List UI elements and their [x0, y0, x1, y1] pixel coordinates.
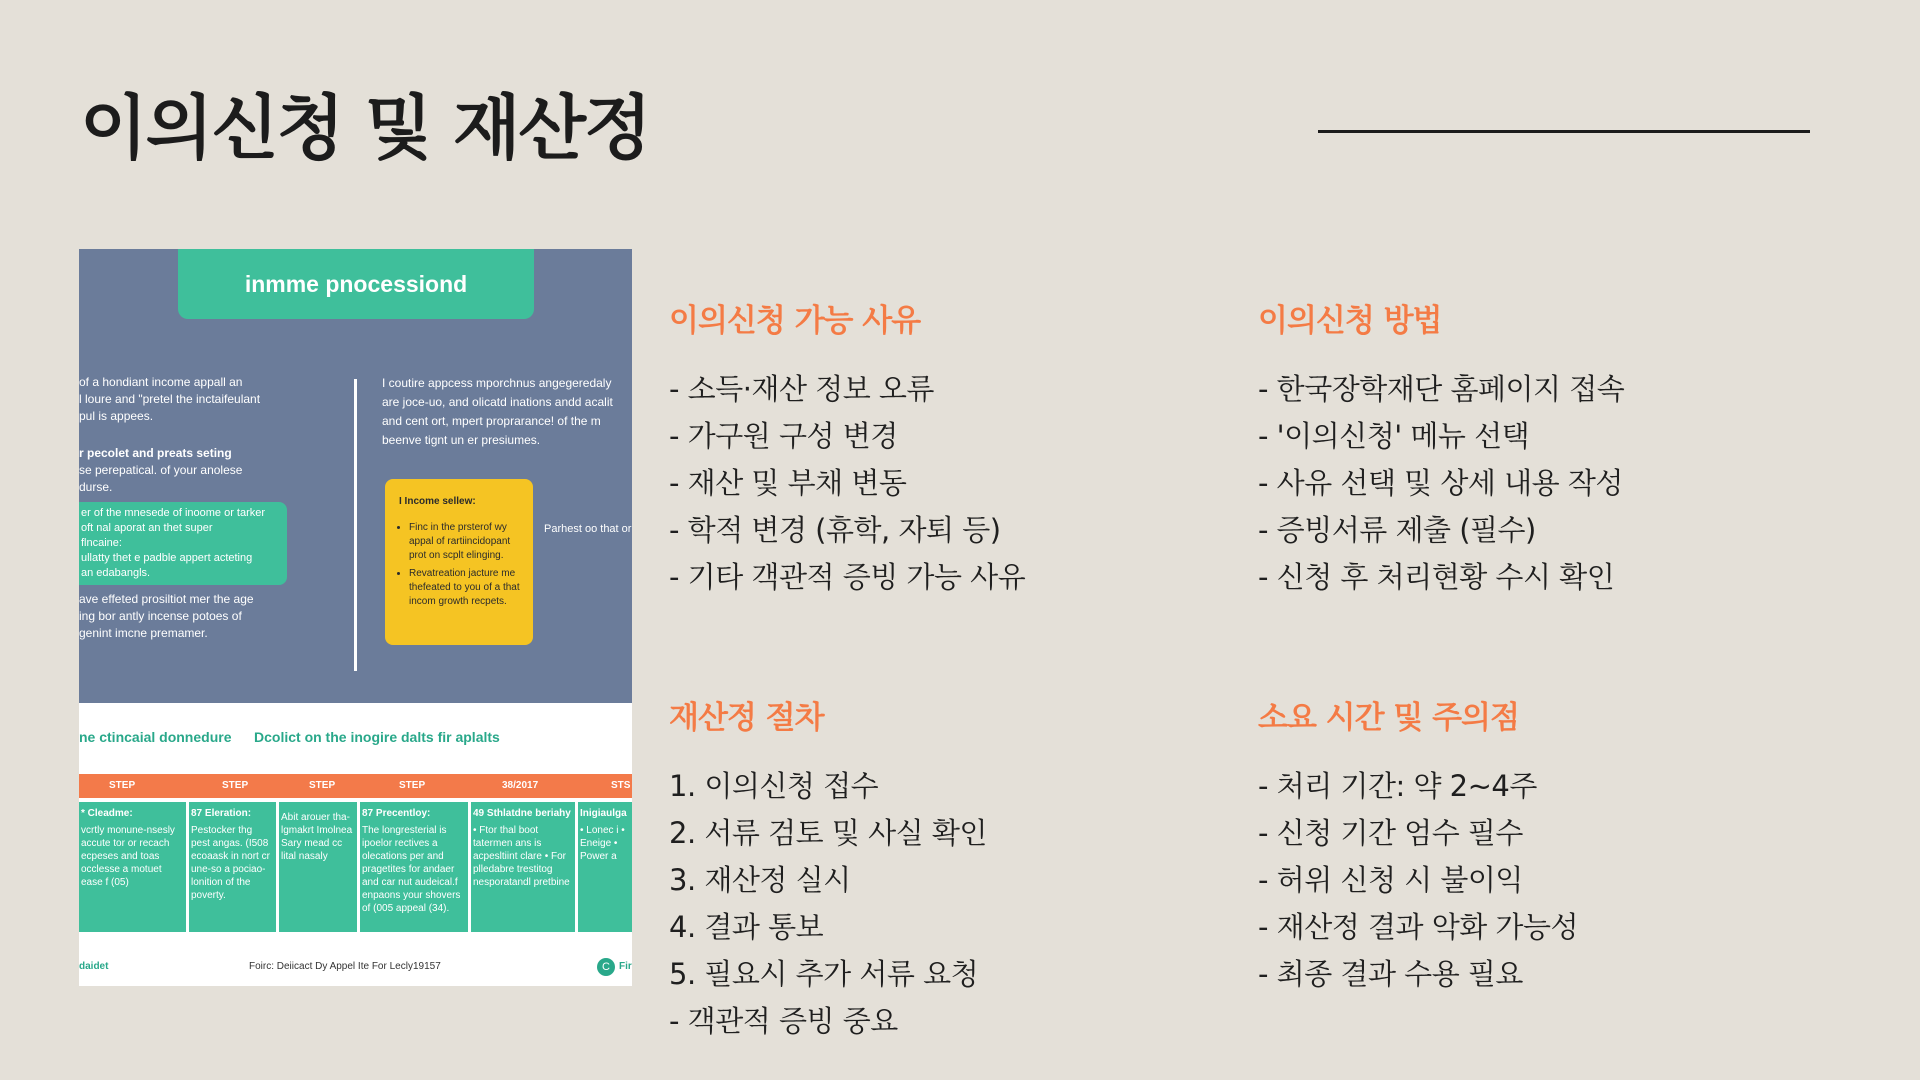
footer-badge-icon: C	[597, 958, 615, 976]
step-header: STEP	[309, 780, 336, 791]
step-header: STEP	[222, 780, 249, 791]
step-header: 38/2017	[502, 780, 539, 791]
section-heading: 이의신청 가능 사유	[669, 303, 921, 339]
left-outro: ave effeted prosiltiot mer the age ing bor antly incense potoes of genint imcne premamer.	[79, 592, 254, 640]
list-item: - 신청 기간 엄수 필수	[1258, 816, 1523, 850]
footer-right-text: Fir	[619, 961, 632, 972]
page-title: 이의신청 및 재산정	[80, 87, 650, 169]
step-card: 87 Precentloy: The longresterial is ipoelor rectives a olecations per and pragetites for andaer and car nut audeical.f enpaons your shovers of (005 appeal (34).	[360, 802, 468, 932]
infographic-image	[79, 249, 632, 986]
list-item: - '이의신청' 메뉴 선택	[1258, 419, 1530, 453]
list-item: - 최종 결과 수용 필요	[1258, 957, 1523, 991]
infographic-divider	[354, 379, 357, 671]
step-header: STEP	[109, 780, 136, 791]
list-item: - 사유 선택 및 상세 내용 작성	[1258, 466, 1623, 500]
left-sub: se perepatical. of your anolese durse.	[79, 463, 243, 494]
subtitle-left: ne ctincaial donnedure	[79, 729, 232, 745]
infographic-right-column: I coutire appcess mporchnus angegeredaly are joce-uo, and olicatd inations andd acalit and cent ort, mpert proprarance! of the m beenve tignt un er presiumes.	[382, 376, 613, 447]
section-heading: 소요 시간 및 주의점	[1258, 700, 1519, 736]
step-card: Abit arouer tha-lgmakrt Imolnea Sary mead cc lital nasaly	[279, 802, 357, 932]
subtitle-right: Dcolict on the inogire dalts fir aplalts	[254, 729, 500, 745]
step-header: STS	[611, 780, 631, 791]
list-item: - 학적 변경 (휴학, 자퇴 등)	[669, 513, 1001, 547]
list-item: 1. 이의신청 접수	[669, 769, 879, 803]
step-card: Inigiaulga • Lonec i • Eneige • Power a	[578, 802, 632, 932]
list-item: - 처리 기간: 약 2~4주	[1258, 769, 1537, 803]
list-item: 5. 필요시 추가 서류 요청	[669, 957, 979, 991]
section-recalculation-procedure	[669, 692, 1189, 1045]
list-item: 2. 서류 검토 및 사실 확인	[669, 816, 987, 850]
step-card: 49 Sthlatdne beriahy • Ftor thal boot tatermen ans is acpesltiint clare • For plledabre trestitog nesporatandl pretbine	[471, 802, 575, 932]
list-item: - 소득·재산 정보 오류	[669, 372, 934, 406]
infographic-step-header-bar	[79, 774, 632, 798]
infographic-side-note: Parhest oo that or	[544, 523, 632, 535]
step-header: STEP	[399, 780, 426, 791]
list-item: - 재산정 결과 악화 가능성	[1258, 910, 1578, 944]
infographic-footer	[79, 949, 632, 986]
list-item: - 허위 신청 시 불이익	[1258, 863, 1523, 897]
step-card: * Cleadme: vcrtly monune-nsesly accute tor or recach ecpeses and toas occlesse a motuet ease f (05)	[79, 802, 186, 932]
list-item: 3. 재산정 실시	[669, 863, 851, 897]
list-item: - 증빙서류 제출 (필수)	[1258, 513, 1536, 547]
yellow-card-title: I Income sellew:	[399, 496, 476, 507]
list-item: - 한국장학재단 홈페이지 접속	[1258, 372, 1625, 406]
infographic-left-column	[79, 374, 284, 648]
list-item: - 기타 객관적 증빙 가능 사유	[669, 560, 1026, 594]
footer-logo-text: daidet	[79, 961, 109, 972]
list-item: - 재산 및 부채 변동	[669, 466, 907, 500]
yellow-card-item: • Revatreation jacture me thefeated to you of a that incom growth recpets.	[409, 567, 523, 609]
list-item: - 가구원 구성 변경	[669, 419, 898, 453]
section-appeal-reasons	[669, 295, 1189, 601]
infographic-yellow-card	[385, 479, 533, 645]
footer-caption: Foirc: Deiicact Dy Appel Ite For Lecly19157	[249, 961, 441, 972]
section-heading: 이의신청 방법	[1258, 303, 1442, 339]
left-intro: of a hondiant income appall an l loure and "pretel the inctaifeulant pul is appees.	[79, 375, 261, 423]
section-heading: 재산정 절차	[669, 700, 824, 736]
list-item: 4. 결과 통보	[669, 910, 824, 944]
yellow-card-item: • Finc in the prsterof wy appal of rartiincidopant prot on scplt elinging.	[409, 521, 523, 563]
list-item: - 객관적 증빙 중요	[669, 1004, 898, 1038]
section-appeal-method	[1258, 295, 1778, 601]
infographic-banner: inmme pnocessiond	[178, 249, 534, 319]
infographic-steps	[79, 802, 632, 932]
left-green-box: er of the mnesede of inoome or tarker oft nal aporat an thet super flncaine: ullatty thet e padble appert acteting an edabangls.	[79, 502, 287, 585]
title-divider-line	[1318, 130, 1810, 133]
list-item: - 신청 후 처리현황 수시 확인	[1258, 560, 1615, 594]
step-card: 87 Eleration: Pestocker thg pest angas. (I508 ecoaask in nort cr une-so a pociao-lonition of the poverty.	[189, 802, 276, 932]
section-time-and-notes	[1258, 692, 1778, 998]
left-heading: r pecolet and preats seting	[79, 446, 232, 460]
